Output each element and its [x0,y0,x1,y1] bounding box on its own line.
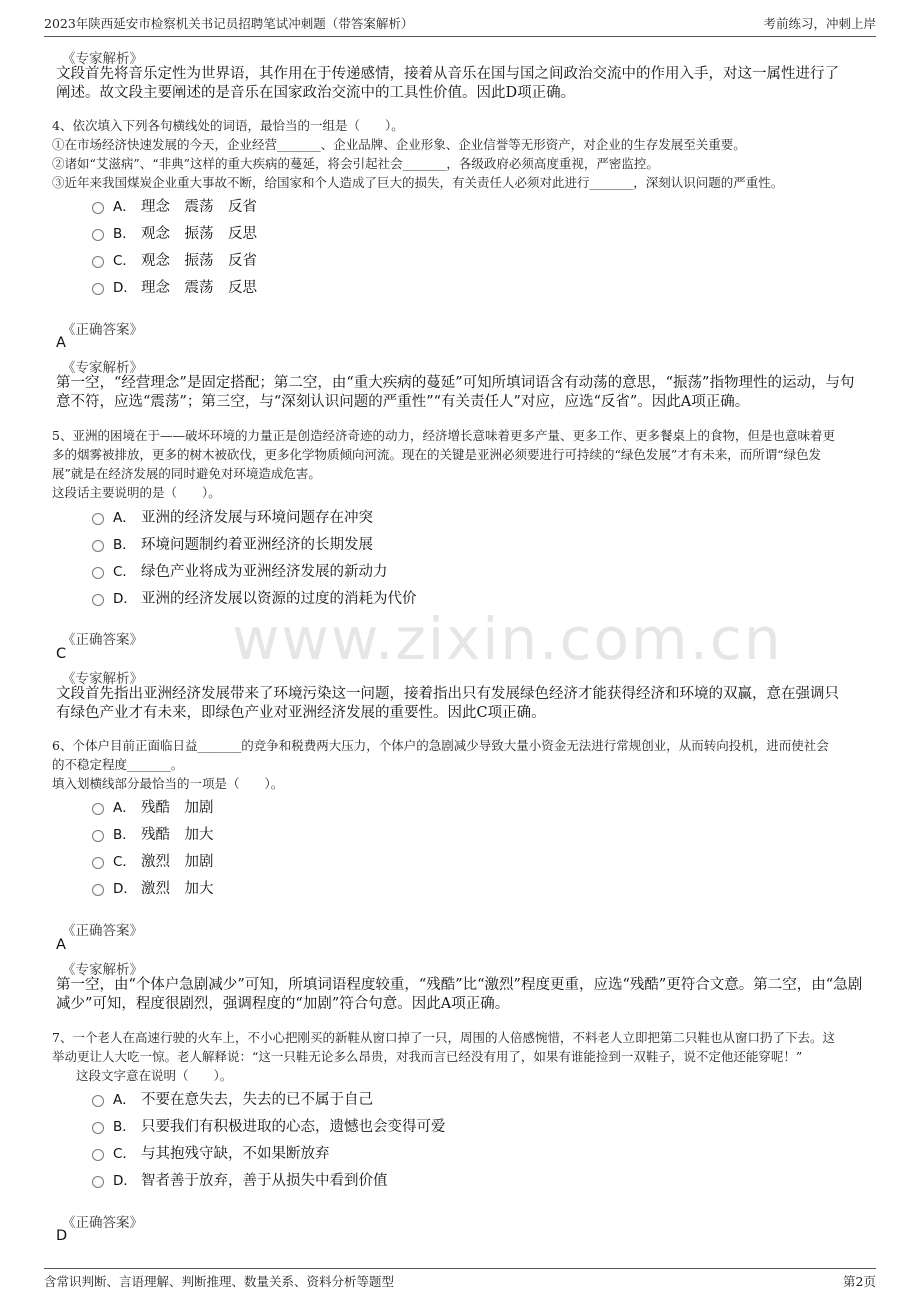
correct-answer-label: 《正确答案》 [62,1215,143,1231]
text-line: 文段首先指出亚洲经济发展带来了环境污染这一问题，接着指出只有发展绿色经济才能获得经济和环境的双赢，意在强调只 [56,686,839,702]
page-header [44,10,876,37]
option-letter: C． [113,564,136,580]
option-letter: D． [113,1173,137,1189]
q5-option-d[interactable] [92,586,417,608]
radio-button[interactable] [92,256,104,268]
text-line: ②诸如“艾滋病”、“非典”这样的重大疾病的蔓延，将会引起社会_______，各级政府必须高度重视，严密监控。 [52,156,659,171]
option-letter: A． [113,1092,136,1108]
radio-button[interactable] [92,884,104,896]
expert-analysis-label: 《专家解析》 [62,962,143,978]
option-text: 智者善于放弃，善于从损失中看到价值 [141,1172,388,1189]
option-letter: C． [113,1146,136,1162]
question-7-stem [52,1028,868,1085]
q6-option-a[interactable] [92,795,214,817]
expert-analysis-text [56,374,866,412]
correct-answer: D [56,1228,68,1244]
option-letter: C． [113,253,136,269]
option-text: 环境问题制约着亚洲经济的长期发展 [141,536,373,553]
q6-option-b[interactable] [92,822,214,844]
document-title: 2023年陕西延安市检察机关书记员招聘笔试冲刺题（带答案解析） [44,16,414,31]
text-line: 举动更让人大吃一惊。老人解释说：“这一只鞋无论多么昂贵，对我而言已经没有用了，如果有谁能捡到一双鞋子，说不定他还能穿呢！” [52,1049,803,1064]
correct-answer: A [56,335,66,351]
q6-option-d[interactable] [92,876,214,898]
radio-button[interactable] [92,803,104,815]
correct-answer-label: 《正确答案》 [62,923,143,939]
footer-note: 含常识判断、言语理解、判断推理、数量关系、资料分析等题型 [44,1274,395,1289]
question-5-stem [52,426,868,502]
watermark: www.zixin.com.cn [232,605,783,673]
text-line: 这段话主要说明的是（ ）。 [52,485,221,500]
option-text: 残酷 加大 [141,826,214,843]
question-4-stem [52,116,868,192]
text-line: 的不稳定程度_______。 [52,757,184,772]
option-text: 不要在意失去，失去的已不属于自己 [141,1091,373,1108]
text-line: ③近年来我国煤炭企业重大事故不断，给国家和个人造成了巨大的损失，有关责任人必须对此进行_______，深刻认识问题的严重性。 [52,175,784,190]
page-footer [44,1268,876,1296]
text-line: 第一空，由“个体户急剧减少”可知，所填词语程度较重，“残酷”比“激烈”程度更重，应选“残酷”更符合文意。第二空，由“急剧 [56,977,863,993]
text-line: 第一空，“经营理念”是固定搭配；第二空，由“重大疾病的蔓延”可知所填词语含有动荡的意思，“振荡”指物理性的运动，与句 [56,375,855,391]
q6-option-c[interactable] [92,849,214,871]
page-number: 第2页 [843,1274,876,1289]
option-letter: B． [113,827,136,843]
radio-button[interactable] [92,513,104,525]
option-letter: A． [113,510,136,526]
radio-button[interactable] [92,594,104,606]
radio-button[interactable] [92,1176,104,1188]
radio-button[interactable] [92,540,104,552]
q4-option-b[interactable] [92,221,257,243]
radio-button[interactable] [92,1149,104,1161]
q4-option-d[interactable] [92,275,257,297]
text-line: 填入划横线部分最恰当的一项是（ ）。 [52,776,284,791]
option-letter: A． [113,800,136,816]
text-line: 5、亚洲的困境在于——破坏环境的力量正是创造经济奇迹的动力，经济增长意味着更多产量、更多工作、更多餐桌上的食物，但是也意味着更 [52,428,835,443]
option-letter: C． [113,854,136,870]
text-line: 意不符，应选“震荡”；第三空，与“深刻认识问题的严重性”“有关责任人”对应，应选“反省”。因此A项正确。 [56,394,750,410]
correct-answer-label: 《正确答案》 [62,632,143,648]
correct-answer-label: 《正确答案》 [62,322,143,338]
q4-option-c[interactable] [92,248,257,270]
option-text: 激烈 加大 [141,880,214,897]
radio-button[interactable] [92,1122,104,1134]
radio-button[interactable] [92,283,104,295]
expert-analysis-label: 《专家解析》 [62,360,143,376]
text-line: 减少”可知，程度很剧烈，强调程度的“加剧”符合句意。因此A项正确。 [56,996,510,1012]
option-text: 亚洲的经济发展以资源的过度的消耗为代价 [141,590,417,607]
radio-button[interactable] [92,857,104,869]
option-text: 激烈 加剧 [141,853,214,870]
option-text: 亚洲的经济发展与环境问题存在冲突 [141,509,373,526]
option-text: 残酷 加剧 [141,799,214,816]
option-text: 理念 震荡 反省 [141,198,257,215]
correct-answer: C [56,646,67,662]
option-letter: B． [113,1119,136,1135]
radio-button[interactable] [92,830,104,842]
expert-analysis-text [56,65,866,103]
correct-answer: A [56,937,66,953]
q5-option-c[interactable] [92,559,388,581]
q4-option-a[interactable] [92,194,257,216]
option-letter: A． [113,199,136,215]
option-text: 与其抱残守缺，不如果断放弃 [141,1145,330,1162]
option-letter: B． [113,537,136,553]
q7-option-b[interactable] [92,1114,446,1136]
text-line: ①在市场经济快速发展的今天，企业经营_______、企业品牌、企业形象、企业信誉等无形资产，对企业的生存发展至关重要。 [52,137,746,152]
option-letter: D． [113,280,137,296]
expert-analysis-text [56,976,866,1014]
option-text: 理念 震荡 反思 [141,279,257,296]
text-line: 这段文字意在说明（ ）。 [76,1068,233,1083]
q5-option-a[interactable] [92,505,373,527]
header-slogan: 考前练习，冲刺上岸 [763,16,876,31]
radio-button[interactable] [92,202,104,214]
expert-analysis-text [56,685,866,723]
q7-option-d[interactable] [92,1168,388,1190]
option-text: 绿色产业将成为亚洲经济发展的新动力 [141,563,388,580]
q5-option-b[interactable] [92,532,373,554]
text-line: 有绿色产业才有未来，即绿色产业对亚洲经济发展的重要性。因此C项正确。 [56,705,546,721]
expert-analysis-label: 《专家解析》 [62,671,143,687]
option-text: 观念 振荡 反省 [141,252,257,269]
text-line: 6、个体户目前正面临日益_______的竞争和税费两大压力，个体户的急剧减少导致大量小资金无法进行常规创业，从而转向投机，进而使社会 [52,738,829,753]
option-letter: D． [113,591,137,607]
q7-option-c[interactable] [92,1141,330,1163]
option-text: 观念 振荡 反思 [141,225,257,242]
radio-button[interactable] [92,229,104,241]
text-line: 展”就是在经济发展的同时避免对环境造成危害。 [52,466,321,481]
radio-button[interactable] [92,567,104,579]
text-line: 4、依次填入下列各句横线处的词语，最恰当的一组是（ ）。 [52,118,404,133]
text-line: 文段首先将音乐定性为世界语，其作用在于传递感情，接着从音乐在国与国之间政治交流中的作用入手，对这一属性进行了 [56,66,839,82]
question-6-stem [52,736,868,793]
text-line: 7、一个老人在高速行驶的火车上，不小心把刚买的新鞋从窗口掉了一只，周围的人倍感惋惜，不料老人立即把第二只鞋也从窗口扔了下去。这 [52,1030,835,1045]
radio-button[interactable] [92,1095,104,1107]
option-letter: B． [113,226,136,242]
text-line: 多的烟雾被排放，更多的树木被砍伐，更多化学物质倾向河流。现在的关键是亚洲必须要进行可持续的“绿色发展”才有未来，而所谓“绿色发 [52,447,822,462]
q7-option-a[interactable] [92,1087,373,1109]
option-text: 只要我们有积极进取的心态，遗憾也会变得可爱 [141,1118,446,1135]
text-line: 阐述。故文段主要阐述的是音乐在国家政治交流中的工具性价值。因此D项正确。 [56,85,576,101]
expert-analysis-label: 《专家解析》 [62,51,143,67]
option-letter: D． [113,881,137,897]
